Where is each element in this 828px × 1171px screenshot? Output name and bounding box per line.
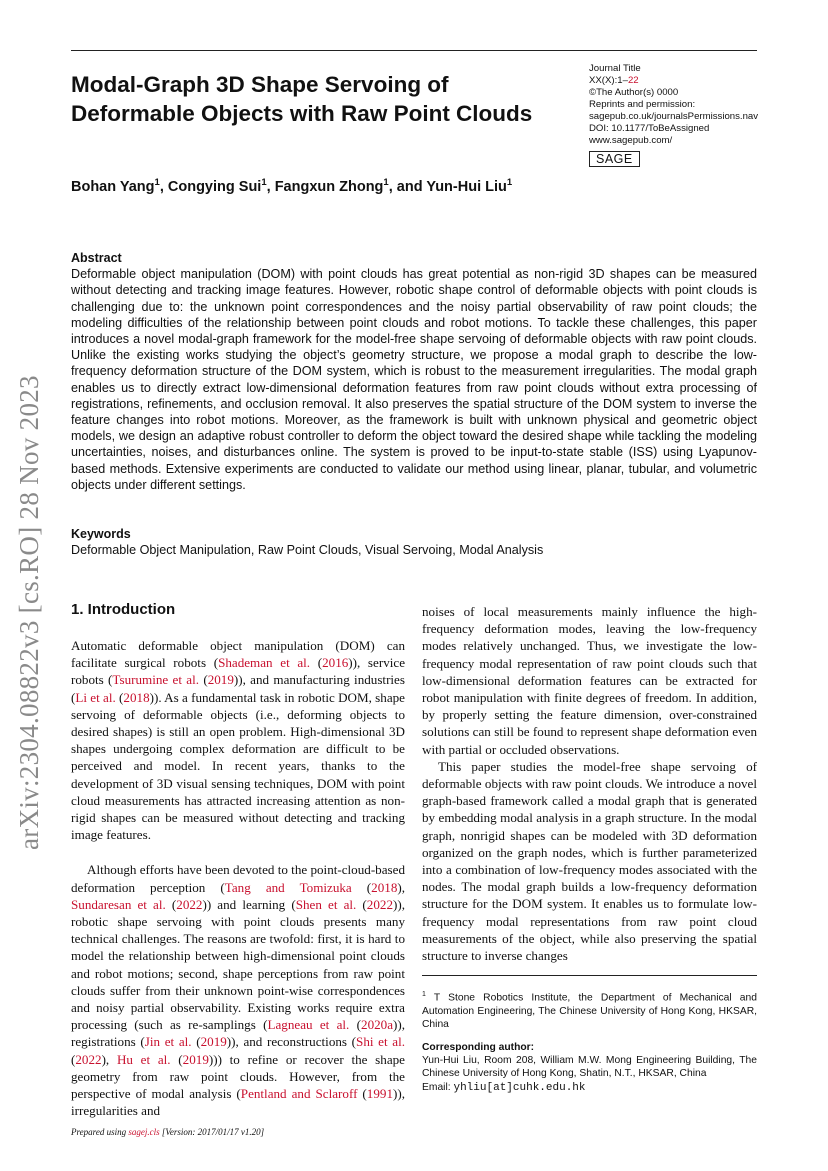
citation-link[interactable]: Li et al.	[75, 689, 116, 705]
intro-paragraph-3: noises of local measurements mainly influence the high-frequency deformation modes, leaving the low-frequency modes relatively unchanged. Thus, we investigate the low-frequency modal representation of raw point clouds such that low-dimensional deformation features can be extracted for robot manipulation with finite degrees of freedom. In addition, by properly setting the feature dimension, over-constrained solutions can still be found to represent shape deformation even with partial or occluded observations.	[422, 604, 757, 757]
paragraph-text: (	[191, 1034, 201, 1050]
journal-volume	[589, 75, 769, 87]
publisher-logo-box: SAGE	[589, 151, 640, 167]
left-column	[71, 637, 405, 1119]
paragraph-text: (	[356, 896, 367, 912]
journal-info	[589, 63, 769, 167]
intro-paragraph-2	[71, 861, 405, 1119]
paragraph-text: Automatic deformable object manipulation (DOM) can facilitate surgical robots (	[71, 638, 405, 671]
citation-link[interactable]: 2018	[123, 689, 150, 705]
author-affiliation-mark: 1	[154, 177, 160, 188]
author-name: Bohan Yang	[71, 178, 155, 195]
journal-reprints-url[interactable]: sagepub.co.uk/journalsPermissions.nav	[589, 111, 759, 122]
author-separator: ,	[266, 178, 275, 195]
journal-volume-prefix: XX(X):1–	[589, 75, 628, 86]
citation-link[interactable]: Lagneau et al.	[267, 1017, 350, 1033]
intro-paragraph-1	[71, 637, 405, 843]
affiliation-text: T Stone Robotics Institute, the Department of Mechanical and Automation Engineering, The Chinese University of Hong Kong, HKSAR, China	[422, 992, 757, 1030]
paragraph-text: (	[199, 672, 208, 688]
journal-doi[interactable]: DOI: 10.1177/ToBeAssigned	[589, 123, 710, 134]
author-affiliation-mark: 1	[261, 177, 267, 188]
affiliation-footnote	[422, 988, 757, 1031]
paragraph-text: (	[170, 1051, 183, 1067]
citation-link[interactable]: 2018	[371, 879, 398, 895]
paragraph-text: )) and learning (	[202, 896, 296, 912]
journal-reprints: Reprints and permission:	[589, 99, 696, 110]
author-separator: ,	[159, 178, 168, 195]
citation-link[interactable]: 2022	[366, 896, 393, 912]
citation-link[interactable]: Hu et al.	[116, 1051, 171, 1067]
journal-pages-link[interactable]: 22	[627, 75, 639, 86]
paragraph-text: ))) to refine or recover the shape geometry from raw point clouds. However, from the perspective of modal analysis (	[71, 1051, 405, 1102]
paragraph-text: (	[71, 1051, 76, 1067]
citation-link[interactable]: 2020a	[361, 1017, 394, 1033]
affiliation-mark: 1	[422, 991, 426, 998]
paragraph-text: )), registrations (	[71, 1017, 406, 1050]
abstract-text: Deformable object manipulation (DOM) with point clouds has great potential as non-rigid 3D shapes can be measured without detecting and tracking image features. However, robotic shape control of deformable objects with point clouds is challenging due to: the unknown point correspondences and the noisy partial observability of raw point clouds; the modeling difficulties of the relationship between point clouds and robot motions. To tackle these challenges, this paper introduces a novel modal-graph framework for the model-free shape servoing of deformable objects with raw point clouds. Unlike the existing works studying the object’s geometry structure, we propose a modal graph to describe the low-frequency deformation structure of the DOM system, which is robust to the measurement irregularities. The modal graph enables us to directly extract low-dimensional deformation features from raw point clouds without extra processing of registrations, refinements, and occlusion removal. It also preserves the spatial structure of the DOM system to inverse the feature changes into robot motions. Moreover, as the framework is built with unknown physical and geometric object models, we design an adaptive robust controller to deform the object toward the desired shape while tackling the modeling uncertainties, noises, and disturbances online. The system is proved to be input-to-state stable (ISS) using Lyapunov-based methods. Extensive experiments are conducted to validate our method using linear, planar, tubular, and volumetric objects under different settings.	[71, 267, 757, 492]
citation-link[interactable]: 1991	[366, 1086, 393, 1102]
citation-link[interactable]: Shen et al.	[295, 896, 357, 912]
abstract-heading: Abstract	[71, 251, 122, 265]
email-address[interactable]: yhliu[at]cuhk.edu.hk	[453, 1081, 586, 1094]
journal-name: Journal Title	[589, 63, 641, 74]
paragraph-text: )), and reconstructions (	[226, 1034, 357, 1050]
paragraph-text: ),	[101, 1051, 117, 1067]
journal-website[interactable]: www.sagepub.com/	[589, 135, 673, 146]
citation-link[interactable]: Jin et al.	[144, 1034, 192, 1050]
section-heading: 1. Introduction	[71, 601, 176, 618]
paragraph-text: Although efforts have been devoted to the point-cloud-based deformation perception (	[71, 862, 405, 895]
paragraph-text: (	[357, 1086, 367, 1102]
citation-link[interactable]: Tang and Tomizuka	[224, 879, 352, 895]
keywords-heading: Keywords	[71, 527, 131, 541]
paragraph-text: (	[351, 879, 372, 895]
paragraph-text: ),	[397, 879, 405, 895]
author-affiliation-mark: 1	[383, 177, 389, 188]
citation-link[interactable]: 2022	[75, 1051, 102, 1067]
author-affiliation-mark: 1	[506, 177, 513, 188]
page-footer	[71, 1127, 264, 1137]
footer-prefix: Prepared using	[71, 1127, 129, 1137]
paragraph-text: )), irregularities and	[71, 1086, 405, 1119]
citation-link[interactable]: 2019	[182, 1051, 209, 1067]
citation-link[interactable]: Tsurumine et al.	[112, 672, 200, 688]
citation-link[interactable]: 2016	[322, 655, 349, 671]
paragraph-text: (	[310, 655, 323, 671]
corresponding-author-heading: Corresponding author:	[422, 1042, 535, 1054]
paragraph-text: )). As a fundamental task in robotic DOM, shape servoing of deformable objects (i.e., deforming objects to desired shapes) is still an open problem. High-dimensional 3D shapes undergoing complex deformation are difficult to be perceived and model. In recent years, thanks to the development of 3D visual sensing techniques, DOM with point cloud measurements has attracted increasing attention as non-rigid shapes can be measured without detecting and tracking image features.	[71, 689, 405, 843]
citation-link[interactable]: 2022	[176, 896, 203, 912]
author-name: Congying Sui	[167, 178, 262, 195]
author-name: Yun-Hui Liu	[426, 178, 507, 195]
email-label: Email:	[422, 1081, 454, 1093]
paragraph-text: (	[115, 689, 124, 705]
citation-link[interactable]: Sundaresan et al.	[71, 896, 166, 912]
paragraph-text: )), service robots (	[71, 655, 405, 688]
paper-title: Modal-Graph 3D Shape Servoing of Deformable Objects with Raw Point Clouds	[71, 72, 533, 126]
paragraph-text: (	[165, 896, 177, 912]
corresponding-author-address: Yun-Hui Liu, Room 208, William M.W. Mong Engineering Building, The Chinese University of Hong Kong, Shatin, N.T., HKSAR, China	[422, 1055, 757, 1080]
journal-copyright: ©The Author(s) 0000	[589, 87, 679, 98]
keywords-section	[71, 526, 757, 558]
paragraph-text: (	[349, 1017, 362, 1033]
abstract-section	[71, 250, 757, 493]
paragraph-text: )), and manufacturing industries (	[71, 672, 405, 705]
footer-suffix: [Version: 2017/01/17 v1.20]	[159, 1127, 265, 1137]
right-column	[422, 603, 757, 964]
top-rule	[71, 50, 757, 51]
citation-link[interactable]: Pentland and Sclaroff	[240, 1086, 358, 1102]
corresponding-author-email	[422, 1081, 757, 1095]
keywords-text: Deformable Object Manipulation, Raw Point Clouds, Visual Servoing, Modal Analysis	[71, 543, 544, 557]
footer-cls-link[interactable]: sagej.cls	[128, 1127, 160, 1137]
citation-link[interactable]: Shademan et al.	[218, 655, 311, 671]
footnote-rule	[422, 975, 757, 976]
footnote-block	[422, 988, 757, 1095]
intro-paragraph-4: This paper studies the model-free shape servoing of deformable objects with raw point clouds. We introduce a novel graph-based framework called a modal graph that is generated by embedding modal analysis in a graph structure. In the modal graph, nonrigid shapes can be modeled with 3D deformation organized on the graph nodes, which is further parameterized into a combination of low-frequency modes associated with the nodes. The modal graph builds a low-frequency deformation structure for the DOM system. It enables us to formulate low-frequency modal representations from raw point cloud measurements of the object, while also preserving the spatial structure to inverse changes	[422, 758, 757, 964]
author-separator: , and	[388, 178, 427, 195]
author-list	[71, 177, 512, 195]
citation-link[interactable]: 2019	[200, 1034, 227, 1050]
citation-link[interactable]: 2019	[207, 672, 234, 688]
paragraph-text: )), robotic shape servoing with point clouds presents many technical challenges. The reasons are twofold: first, it is hard to model the relationship between high-dimensional point clouds and robot motions; second, shape perceptions from raw point clouds suffer from their unknown point-wise correspondences and noisy partial observability. Existing works require extra processing (such as re-samplings (	[71, 896, 405, 1033]
author-name: Fangxun Zhong	[274, 178, 384, 195]
citation-link[interactable]: Shi et al.	[356, 1034, 406, 1050]
